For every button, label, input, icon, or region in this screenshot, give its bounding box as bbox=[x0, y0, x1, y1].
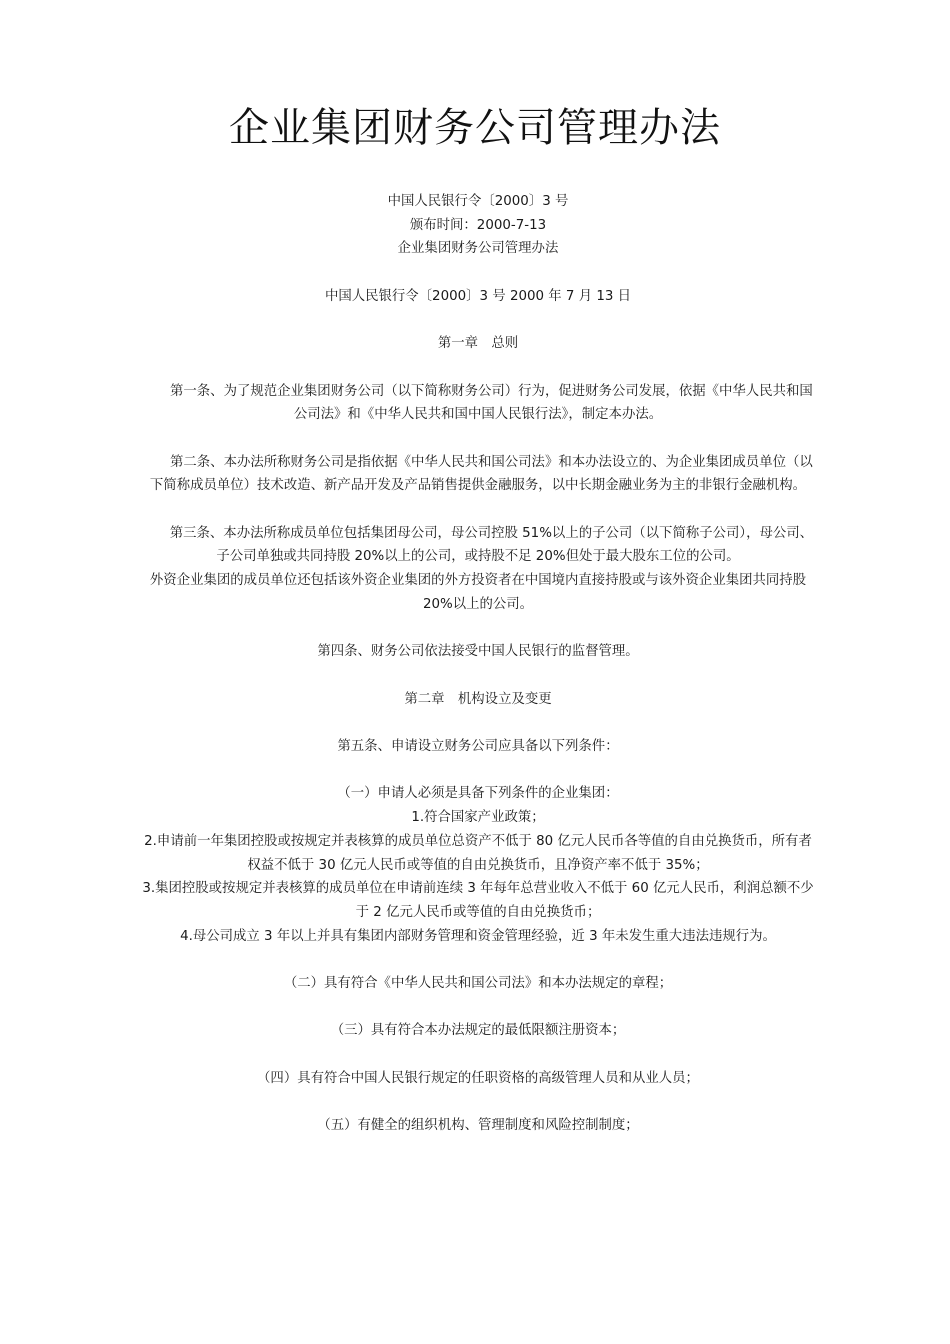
article-3: 第三条、本办法所称成员单位包括集团母公司，母公司控股 51%以上的子公司（以下简称子公司），母公司、子公司单独或共同持股 20%以上的公司，或持股不足 20%但处于最大股东工位的公司。 bbox=[169, 525, 814, 565]
condition-item: （四）具有符合中国人民银行规定的任职资格的高级管理人员和从业人员； bbox=[257, 1070, 699, 1086]
order-line: 中国人民银行令〔2000〕3 号 2000 年 7 月 13 日 bbox=[324, 288, 632, 304]
order-number: 中国人民银行令〔2000〕3 号 bbox=[387, 194, 569, 209]
chapter-heading: 第一章 总则 bbox=[437, 336, 519, 352]
condition-item: （五）有健全的组织机构、管理制度和风险控制制度； bbox=[317, 1118, 639, 1134]
article-1: 第一条、为了规范企业集团财务公司（以下简称财务公司）行为，促进财务公司发展，依据《中华人民共和国公司法》和《中华人民共和国中国人民银行法》，制定本办法。 bbox=[170, 383, 813, 423]
sub-condition: 1.符合国家产业政策； bbox=[411, 810, 545, 826]
condition-item: （一）申请人必须是具备下列条件的企业集团： bbox=[337, 786, 619, 802]
document-title: 企业集团财务公司管理办法 bbox=[229, 105, 721, 151]
article-4: 第四条、财务公司依法接受中国人民银行的监督管理。 bbox=[317, 644, 639, 660]
condition-item: （三）具有符合本办法规定的最低限额注册资本； bbox=[330, 1023, 626, 1039]
chapter-heading: 第二章 机构设立及变更 bbox=[404, 691, 552, 707]
article-3-continued: 外资企业集团的成员单位还包括该外资企业集团的外方投资者在中国境内直接持股或与该外资企业集团共同持股 20%以上的公司。 bbox=[149, 573, 807, 612]
article-5: 第五条、申请设立财务公司应具备以下列条件： bbox=[337, 739, 619, 755]
sub-condition: 2.申请前一年集团控股或按规定并表核算的成员单位总资产不低于 80 亿元人民币各等值的自由兑换货币，所有者权益不低于 30 亿元人民币或等值的自由兑换货币，且净资产率不低于 35%； bbox=[144, 833, 812, 873]
article-2: 第二条、本办法所称财务公司是指依据《中华人民共和国公司法》和本办法设立的、为企业集团成员单位（以下简称成员单位）技术改造、新产品开发及产品销售提供金融服务，以中长期金融业务为主的非银行金融机构。 bbox=[149, 454, 813, 494]
condition-item: （二）具有符合《中华人民共和国公司法》和本办法规定的章程； bbox=[283, 976, 673, 992]
document-subtitle: 企业集团财务公司管理办法 bbox=[397, 241, 559, 257]
document-body bbox=[140, 190, 816, 1138]
sub-condition: 4.母公司成立 3 年以上并具有集团内部财务管理和资金管理经验，近 3 年未发生重大违法违规行为。 bbox=[180, 928, 776, 944]
issue-date: 颁布时间：2000-7-13 bbox=[409, 217, 547, 233]
sub-condition: 3.集团控股或按规定并表核算的成员单位在申请前连续 3 年每年总营业收入不低于 60 亿元人民币，利润总额不少于 2 亿元人民币或等值的自由兑换货币； bbox=[142, 881, 814, 920]
